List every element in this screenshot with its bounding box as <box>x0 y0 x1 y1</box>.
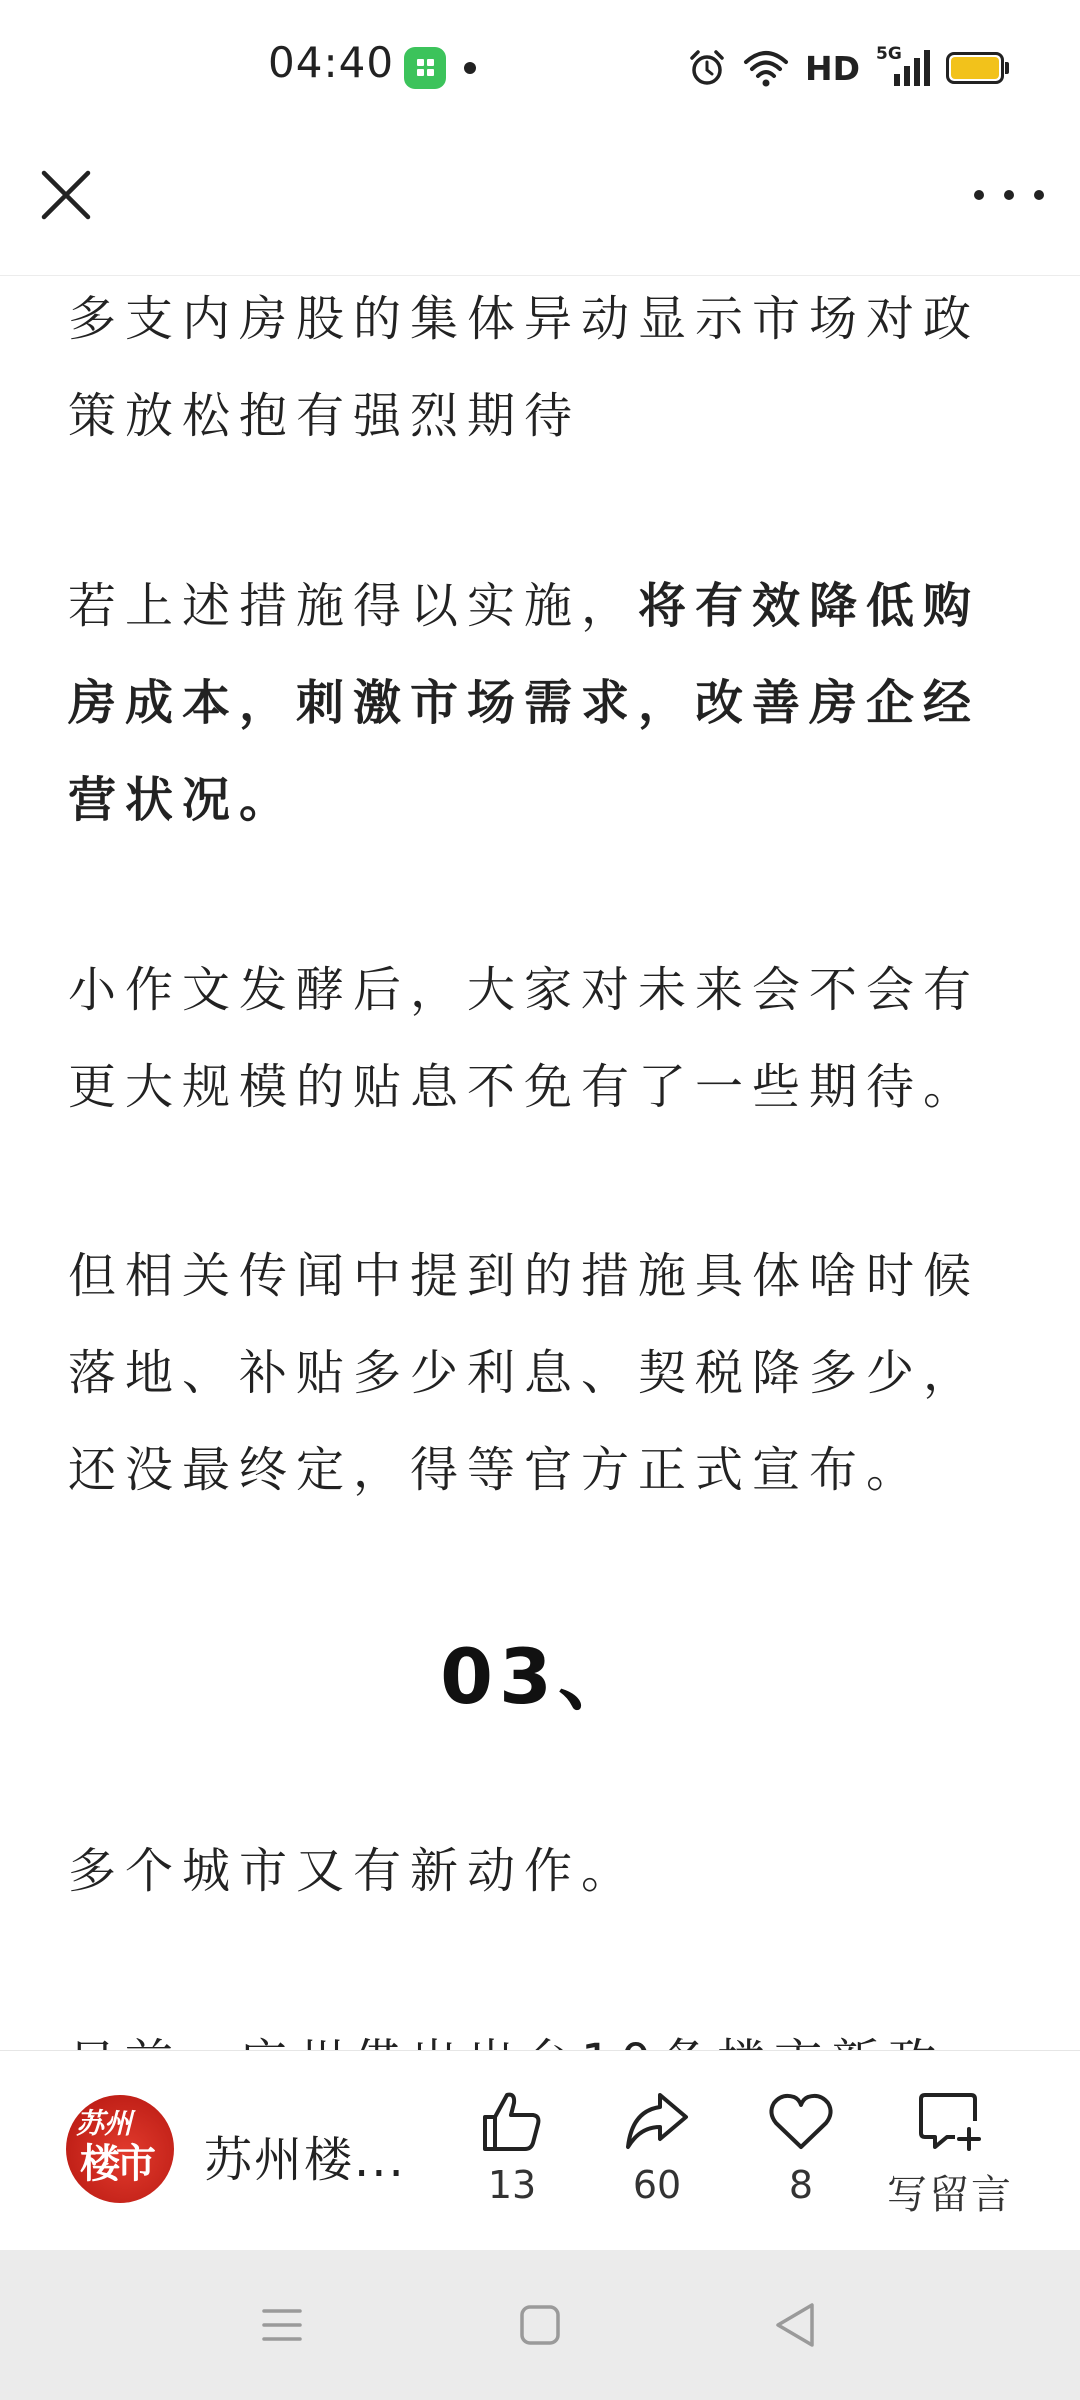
battery-icon <box>946 52 1004 84</box>
status-time: 04:40 <box>268 38 395 87</box>
status-icons <box>687 42 1004 94</box>
article-content <box>0 276 1080 2050</box>
close-button[interactable] <box>36 165 96 225</box>
share-button[interactable] <box>592 2087 722 2207</box>
close-icon <box>36 165 96 225</box>
alarm-icon <box>687 48 727 88</box>
article-top-bar <box>0 135 1080 276</box>
paragraph-text: 若上述措施得以实施， <box>68 578 639 634</box>
article-paragraph: 多支内房股的集体异动显示市场对政策放松抱有强烈期待 <box>68 291 981 444</box>
like-button[interactable] <box>447 2087 577 2207</box>
status-bar <box>0 0 1080 135</box>
back-button[interactable] <box>766 2295 826 2355</box>
home-button[interactable] <box>510 2295 570 2355</box>
app-notification-icon <box>404 47 446 89</box>
article-paragraph: 小作文发酵后，大家对未来会不会有更大规模的贴息不免有了一些期待。 <box>68 962 981 1115</box>
heart-icon <box>766 2087 836 2157</box>
wifi-icon <box>743 48 789 88</box>
more-button[interactable] <box>974 175 1044 215</box>
section-heading: 03、 <box>440 1632 640 1721</box>
cell-label: 5G <box>876 44 902 64</box>
back-icon <box>766 2295 826 2355</box>
paragraph-bold-text: 将有效降低购房成本，刺激市场需求，改善房企经营状况。 <box>68 578 981 828</box>
article-paragraph: 但相关传闻中提到的措施具体啥时候落地、补贴多少利息、契税降多少，还没最终定，得等官方正式宣布。 <box>68 1248 981 1498</box>
recent-apps-button[interactable] <box>252 2295 312 2355</box>
comment-add-icon <box>915 2087 985 2157</box>
account-avatar[interactable] <box>66 2095 174 2203</box>
article-paragraph: 多个城市又有新动作。 <box>68 1843 639 1899</box>
favorite-count: 8 <box>788 2163 814 2207</box>
menu-icon <box>252 2295 312 2355</box>
article-paragraph <box>68 558 1012 849</box>
network-label: HD <box>804 48 860 88</box>
avatar-text: 苏州 <box>76 2107 133 2140</box>
favorite-button[interactable] <box>736 2087 866 2207</box>
signal-icon <box>876 44 930 88</box>
like-count: 13 <box>487 2163 537 2207</box>
avatar-text: 楼市 <box>80 2141 152 2187</box>
share-count: 60 <box>632 2163 682 2207</box>
home-icon <box>510 2295 570 2355</box>
account-name[interactable]: 苏州楼... <box>204 2132 406 2188</box>
notification-dot <box>464 62 476 74</box>
article-action-bar <box>0 2050 1080 2251</box>
more-icon <box>974 190 984 200</box>
system-nav-bar <box>0 2250 1080 2400</box>
thumbs-up-icon <box>477 2087 547 2157</box>
write-comment-button[interactable] <box>880 2087 1020 2220</box>
write-comment-label: 写留言 <box>887 2172 1013 2218</box>
share-icon <box>622 2087 692 2157</box>
